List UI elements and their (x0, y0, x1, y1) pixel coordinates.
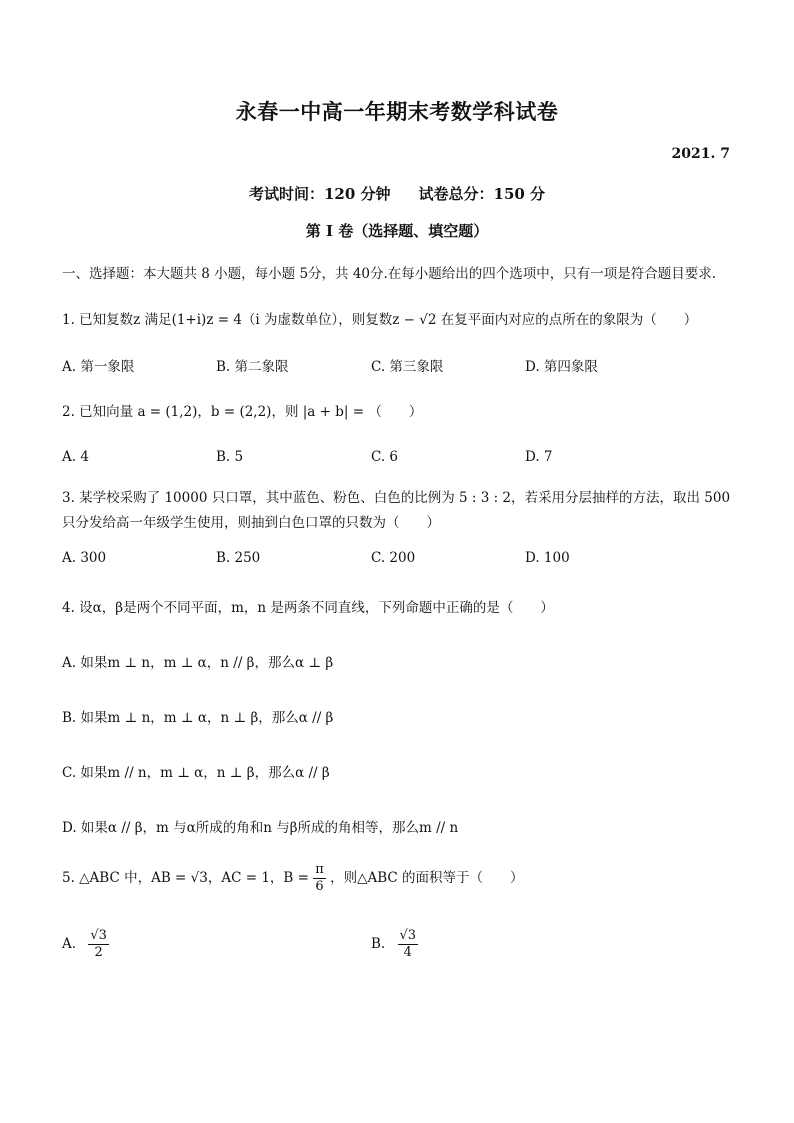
question-5-option-a (62, 924, 109, 964)
question-2-option-d: D. 7 (525, 449, 553, 465)
exam-title: 永春一中高一年期末考数学科试卷 (235, 99, 559, 124)
question-5-stem-after: ，则△ABC 的面积等于（ ） (330, 870, 524, 886)
question-3-stem-line2: 只分发给高一年级学生使用，则抽到白色口罩的只数为（ ） (62, 515, 440, 531)
fraction-numerator: √3 (399, 928, 417, 943)
question-2-option-b: B. 5 (216, 449, 244, 465)
question-5-stem (62, 862, 524, 895)
question-3-option-d: D. 100 (525, 550, 570, 566)
fraction-numerator: √3 (90, 928, 107, 943)
question-2-option-c: C. 6 (371, 449, 399, 465)
question-4-stem: 4. 设α，β是两个不同平面，m，n 是两条不同直线，下列命题中正确的是（ ） (62, 600, 554, 616)
option-fraction (88, 928, 109, 961)
part-title: 第 I 卷（选择题、填空题） (305, 222, 489, 240)
question-1-option-a: A. 第一象限 (62, 359, 135, 375)
question-4-option-d: D. 如果α // β，m 与α所成的角和n 与β所成的角相等，那么m // n (62, 820, 459, 836)
question-1-stem: 1. 已知复数z 满足(1+i)z = 4（i 为虚数单位），则复数z − √2 在复平面内对应的点所在的象限为（ ） (62, 312, 698, 328)
question-3-option-a: A. 300 (62, 550, 107, 566)
option-label: B. (371, 936, 386, 952)
total-score: 试卷总分：150 分 (418, 185, 546, 203)
question-3-stem-line1: 3. 某学校采购了 10000 只口罩，其中蓝色、粉色、白色的比例为 5 : 3 : 2，若采用分层抽样的方法，取出 500 (62, 490, 731, 506)
fraction-numerator: π (315, 862, 324, 877)
question-5-option-b (371, 924, 418, 964)
question-4-option-c: C. 如果m // n，m ⊥ α，n ⊥ β，那么α // β (62, 765, 330, 781)
question-2-option-a: A. 4 (62, 449, 89, 465)
exam-time: 考试时间：120 分钟 (248, 185, 391, 203)
question-2-stem: 2. 已知向量 a = (1,2)，b = (2,2)，则 |a + b| = （ ） (62, 404, 423, 420)
question-4-option-a: A. 如果m ⊥ n，m ⊥ α，n // β，那么α ⊥ β (62, 655, 334, 671)
question-3-option-c: C. 200 (371, 550, 416, 566)
question-4-option-b: B. 如果m ⊥ n，m ⊥ α，n ⊥ β，那么α // β (62, 710, 334, 726)
question-5-stem-before: 5. △ABC 中，AB = √3，AC = 1，B = (62, 870, 309, 886)
fraction-denominator: 4 (403, 945, 412, 960)
question-1-option-c: C. 第三象限 (371, 359, 444, 375)
question-5-fraction (313, 862, 326, 895)
exam-info (0, 183, 794, 204)
exam-date: 2021. 7 (671, 146, 730, 162)
question-1-option-d: D. 第四象限 (525, 359, 598, 375)
option-fraction (398, 928, 419, 961)
fraction-denominator: 6 (315, 879, 324, 894)
question-3-option-b: B. 250 (216, 550, 261, 566)
section-intro: 一、选择题：本大题共 8 小题，每小题 5分，共 40分.在每小题给出的四个选项中，只有一项是符合题目要求. (62, 266, 717, 282)
option-label: A. (62, 936, 77, 952)
fraction-denominator: 2 (94, 945, 103, 960)
question-1-option-b: B. 第二象限 (216, 359, 289, 375)
